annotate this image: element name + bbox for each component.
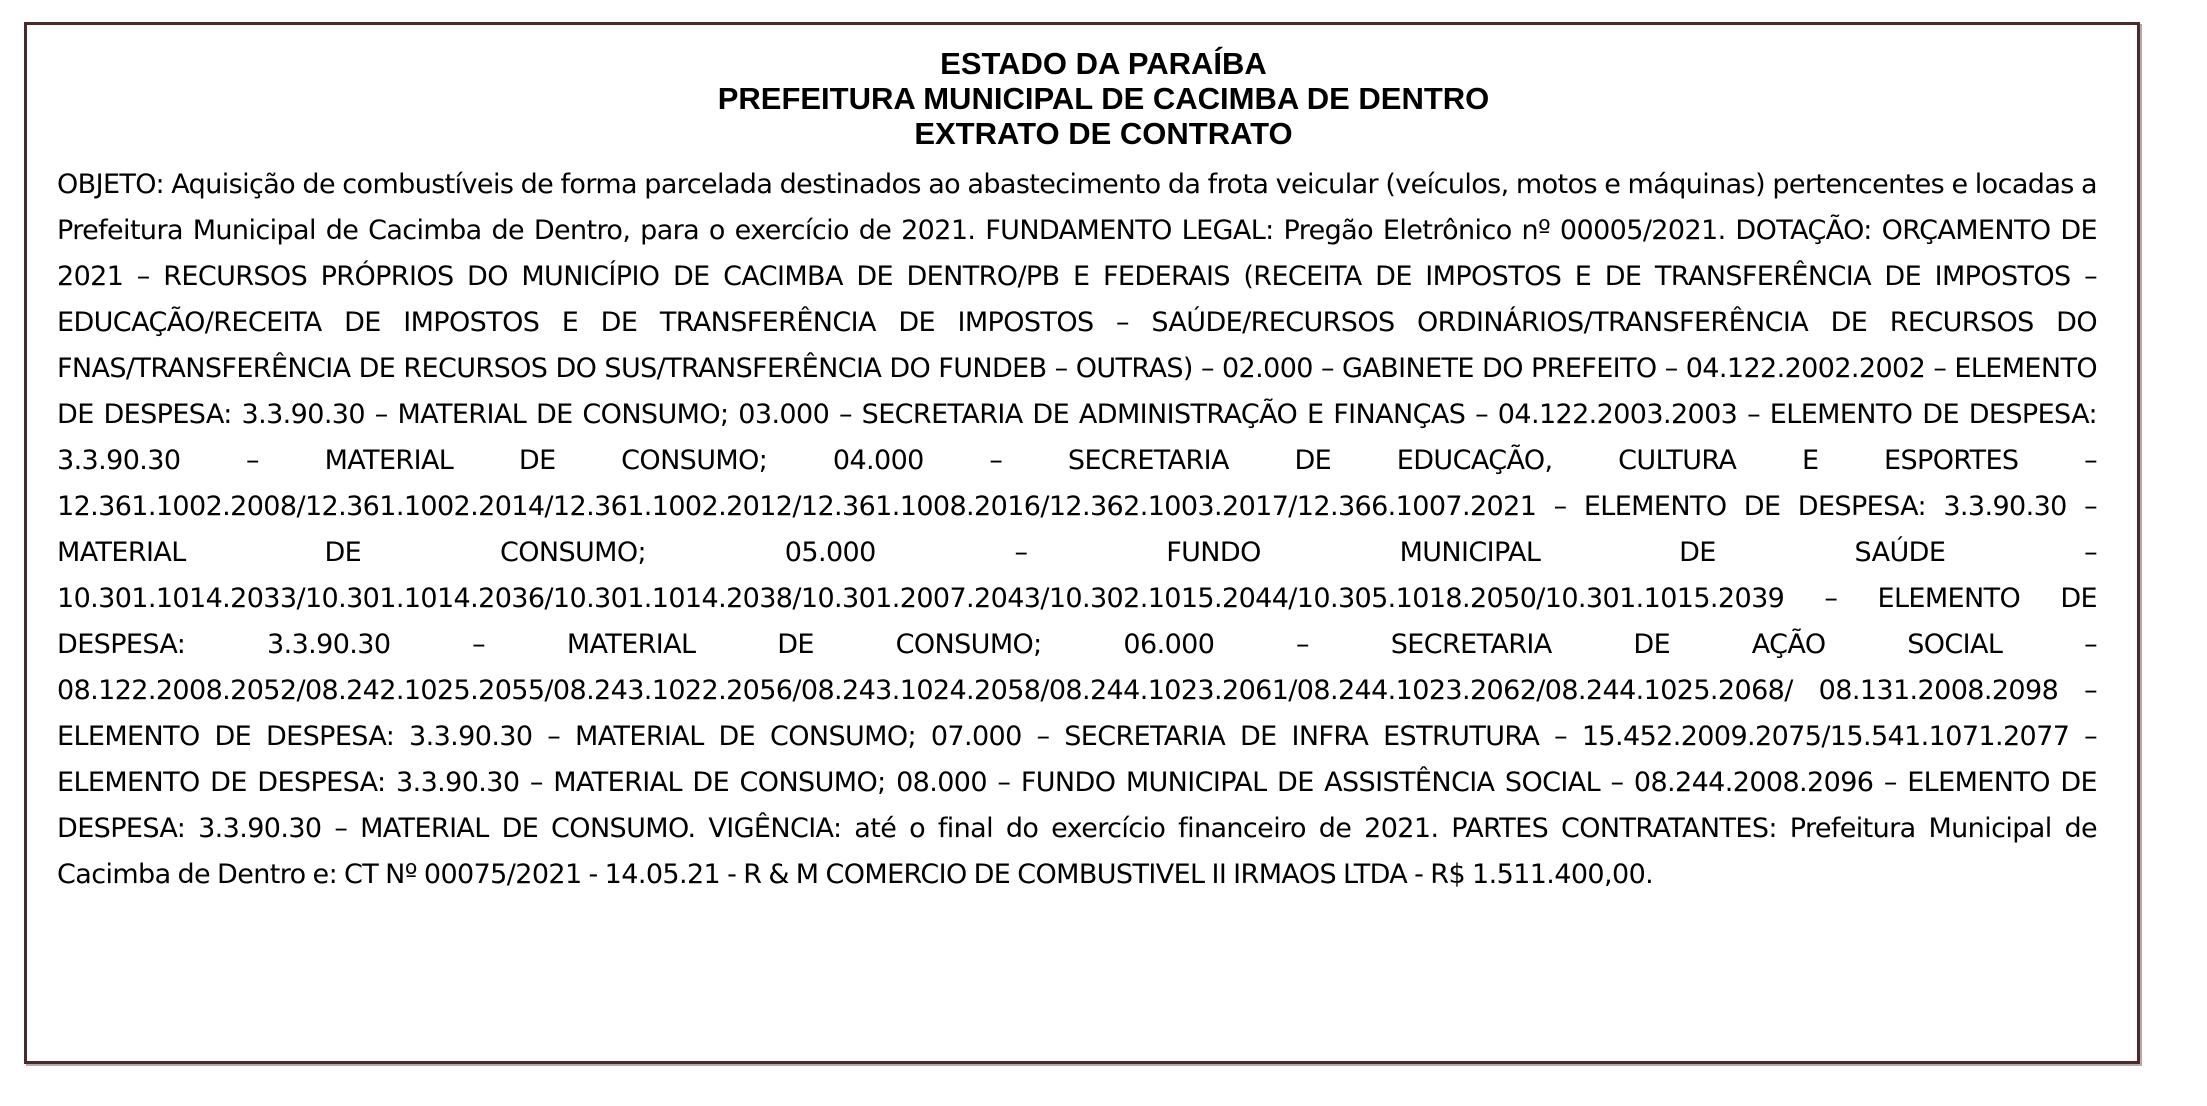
notice-header bbox=[0, 46, 2207, 151]
municipality-title: PREFEITURA MUNICIPAL DE CACIMBA DE DENTRO bbox=[717, 81, 1490, 116]
document-title: EXTRATO DE CONTRATO bbox=[914, 116, 1293, 151]
state-title: ESTADO DA PARAÍBA bbox=[940, 46, 1267, 81]
contract-extract-body: OBJETO: Aquisição de combustíveis de forma parcelada destinados ao abastecimento da frota veicular (veículos, motos e máquinas) pertencentes e locadas a Prefeitura Municipal de Cacimba de Dentro, para o exercício de 2021. FUNDAMENTO LEGAL: Pregão Eletrônico nº 00005/2021. DOTAÇÃO: ORÇAMENTO DE 2021 – RECURSOS PRÓPRIOS DO MUNICÍPIO DE CACIMBA DE DENTRO/PB E FEDERAIS (RECEITA DE IMPOSTOS E DE TRANSFERÊNCIA DE IMPOSTOS – EDUCAÇÃO/RECEITA DE IMPOSTOS E DE TRANSFERÊNCIA DE IMPOSTOS – SAÚDE/RECURSOS ORDINÁRIOS/TRANSFERÊNCIA DE RECURSOS DO FNAS/TRANSFERÊNCIA DE RECURSOS DO SUS/TRANSFERÊNCIA DO FUNDEB – OUTRAS) – 02.000 – GABINETE DO PREFEITO – 04.122.2002.2002 – ELEMENTO DE DESPESA: 3.3.90.30 – MATERIAL DE CONSUMO; 03.000 – SECRETARIA DE ADMINISTRAÇÃO E FINANÇAS – 04.122.2003.2003 – ELEMENTO DE DESPESA: 3.3.90.30 – MATERIAL DE CONSUMO; 04.000 – SECRETARIA DE EDUCAÇÃO, CULTURA E ESPORTES – 12.361.1002.2008/12.361.1002.2014/12.361.1002.2012/12.361.1008.2016/12.362.1003.2017/12.366.1007.2021 – ELEMENTO DE DESPESA: 3.3.90.30 – MATERIAL DE CONSUMO; 05.000 – FUNDO MUNICIPAL DE SAÚDE – 10.301.1014.2033/10.301.1014.2036/10.301.1014.2038/10.301.2007.2043/10.302.1015.2044/10.305.1018.2050/10.301.1015.2039 – ELEMENTO DE DESPESA: 3.3.90.30 – MATERIAL DE CONSUMO; 06.000 – SECRETARIA DE AÇÃO SOCIAL – 08.122.2008.2052/08.242.1025.2055/08.243.1022.2056/08.243.1024.2058/08.244.1023.2061/08.244.1023.2062/08.244.1025.2068/ 08.131.2008.2098 – ELEMENTO DE DESPESA: 3.3.90.30 – MATERIAL DE CONSUMO; 07.000 – SECRETARIA DE INFRA ESTRUTURA – 15.452.2009.2075/15.541.1071.2077 – ELEMENTO DE DESPESA: 3.3.90.30 – MATERIAL DE CONSUMO; 08.000 – FUNDO MUNICIPAL DE ASSISTÊNCIA SOCIAL – 08.244.2008.2096 – ELEMENTO DE DESPESA: 3.3.90.30 – MATERIAL DE CONSUMO. VIGÊNCIA: até o final do exercício financeiro de 2021. PARTES CONTRATANTES: Prefeitura Municipal de Cacimba de Dentro e: CT Nº 00075/2021 - 14.05.21 - R & M COMERCIO DE COMBUSTIVEL II IRMAOS LTDA - R$ 1.511.400,00. bbox=[57, 169, 2097, 890]
